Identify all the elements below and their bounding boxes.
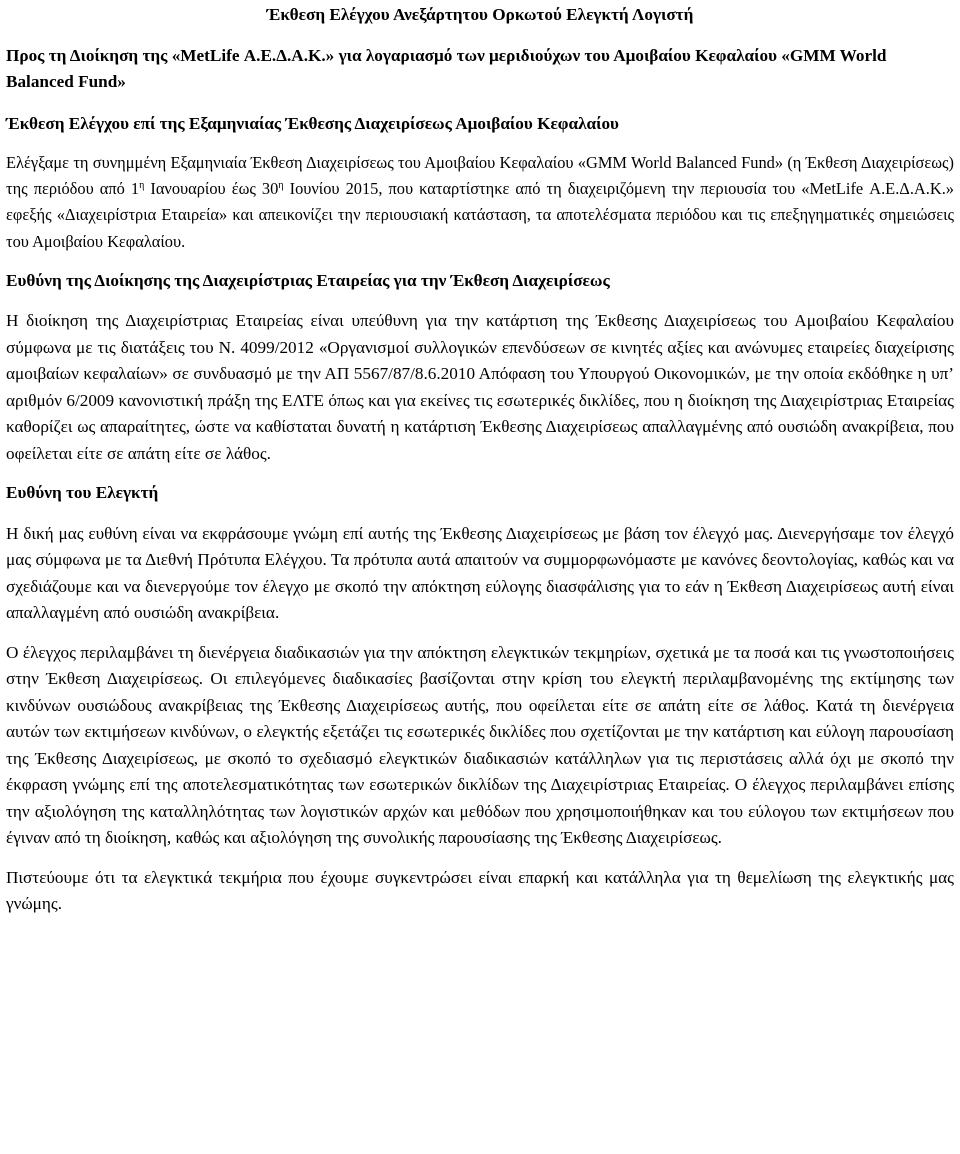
auditor-paragraph: Η δική μας ευθύνη είναι να εκφράσουμε γνώμη επί αυτής της Έκθεσης Διαχειρίσεως με βάση τον έλεγχό μας. Διενεργήσαμε τον έλεγχό μας σύμφωνα με τα Διεθνή Πρότυπα Ελέγχου. Τα πρότυπα αυτά απαιτούν να συμμορφωνόμαστε με κανόνες δεοντολογίας, καθώς και να σχεδιάζουμε και να διενεργούμε τον έλεγχο με σκοπό την απόκτηση εύλογης διασφάλισης για το εάν η Έκθεση Διαχειρίσεως αυτή είναι απαλλαγμένη από ουσιώδη ανακρίβεια. [6, 523, 954, 623]
intro-text-part3: Ιουνίου 2015, που καταρτίστηκε από τη διαχειριζόμενη την περιουσία του «MetLife Α.Ε.Δ.Α.Κ.» εφεξής «Διαχειρίστρια Εταιρεία» και απεικονίζει την περιουσιακή κατάσταση, τα αποτελέσματα περιόδου και τις επεξηγηματικές σημειώσεις του Αμοιβαίου Κεφαλαίου. [6, 179, 954, 251]
intro-text-part2: Ιανουαρίου έως 30 [144, 179, 279, 199]
management-responsibility-heading: Ευθύνη της Διοίκησης της Διαχειρίστριας Εταιρείας για την Έκθεση Διαχειρίσεως [6, 270, 610, 290]
auditor-responsibility-heading: Ευθύνη του Ελεγκτή [6, 483, 159, 503]
intro-superscript-2: η [278, 180, 284, 192]
addressee-line: Προς τη Διοίκηση της «MetLife Α.Ε.Δ.Α.Κ.» για λογαριασμό των μεριδιούχων του Αμοιβαίου Κεφαλαίου «GMM World Balanced Fund» [6, 45, 887, 91]
intro-text-part1: Ελέγξαμε τη συνημμένη Εξαμηνιαία Έκθεση Διαχειρίσεως του Αμοιβαίου Κεφαλαίου «GMM World Balanced Fund» (η Έκθεση Διαχειρίσεως) της περιόδου από 1 [6, 153, 954, 199]
auditor-paragraph: Ο έλεγχος περιλαμβάνει τη διενέργεια διαδικασιών για την απόκτηση ελεγκτικών τεκμηρίων, σχετικά με τα ποσά και τις γνωστοποιήσεις στην Έκθεση Διαχειρίσεως. Οι επιλεγόμενες διαδικασίες βασίζονται στην κρίση του ελεγκτή περιλαμβανομένης της εκτίμησης των κινδύνων ουσιώδους ανακρίβειας της Έκθεσης Διαχειρίσεως αυτής, που οφείλεται είτε σε απάτη είτε σε λάθος. Κατά τη διενέργεια αυτών των εκτιμήσεων κινδύνων, ο ελεγκτής εξετάζει τις εσωτερικές δικλίδες που σχετίζονται με την κατάρτιση και εύλογη παρουσίαση της Έκθεσης Διαχειρίσεως, με σκοπό το σχεδιασμό ελεγκτικών διαδικασιών κατάλληλων για τις περιστάσεις αλλά όχι με σκοπό την έκφραση γνώμης επί της αποτελεσματικότητας των εσωτερικών δικλίδων της Διαχειρίστριας Εταιρείας. Ο έλεγχος περιλαμβάνει επίσης την αξιολόγηση της καταλληλότητας των λογιστικών αρχών και μεθόδων που χρησιμοποιήθηκαν και του εύλογου των εκτιμήσεων που έγιναν από τη διοίκηση, καθώς και αξιολόγηση της συνολικής παρουσίασης της Έκθεσης Διαχειρίσεως. [6, 642, 954, 848]
management-responsibility-paragraph: Η διοίκηση της Διαχειρίστριας Εταιρείας είναι υπεύθυνη για την κατάρτιση της Έκθεσης Διαχειρίσεως του Αμοιβαίου Κεφαλαίου σύμφωνα με τις διατάξεις του Ν. 4099/2012 «Οργανισμοί συλλογικών επενδύσεων σε κινητές αξίες και ανώνυμες εταιρείες διαχείρισης αμοιβαίων κεφαλαίων» σε συνδυασμό με την ΑΠ 5567/87/8.6.2010 Απόφαση του Υπουργού Οικονομικών, με την οποία εκδόθηκε η υπ’ αριθμόν 6/2009 κανονιστική πράξη της ΕΛΤΕ όπως και για εκείνες τις εσωτερικές δικλίδες, που η διοίκηση της Διαχειρίστριας Εταιρείας καθορίζει ως απαραίτητες, ώστε να καθίσταται δυνατή η κατάρτιση Έκθεσης Διαχειρίσεως απαλλαγμένης από ουσιώδη ανακρίβεια, που οφείλεται είτε σε απάτη είτε σε λάθος. [6, 311, 954, 463]
auditor-paragraph: Πιστεύουμε ότι τα ελεγκτικά τεκμήρια που έχουμε συγκεντρώσει είναι επαρκή και κατάλληλα για τη θεμελίωση της ελεγκτικής μας γνώμης. [6, 867, 954, 914]
report-subtitle: Έκθεση Ελέγχου επί της Εξαμηνιαίας Έκθεσης Διαχειρίσεως Αμοιβαίου Κεφαλαίου [6, 113, 619, 133]
intro-paragraph [6, 150, 954, 255]
document-title: Έκθεση Ελέγχου Ανεξάρτητου Ορκωτού Ελεγκτή Λογιστή [266, 5, 694, 24]
intro-superscript-1: η [139, 180, 145, 192]
